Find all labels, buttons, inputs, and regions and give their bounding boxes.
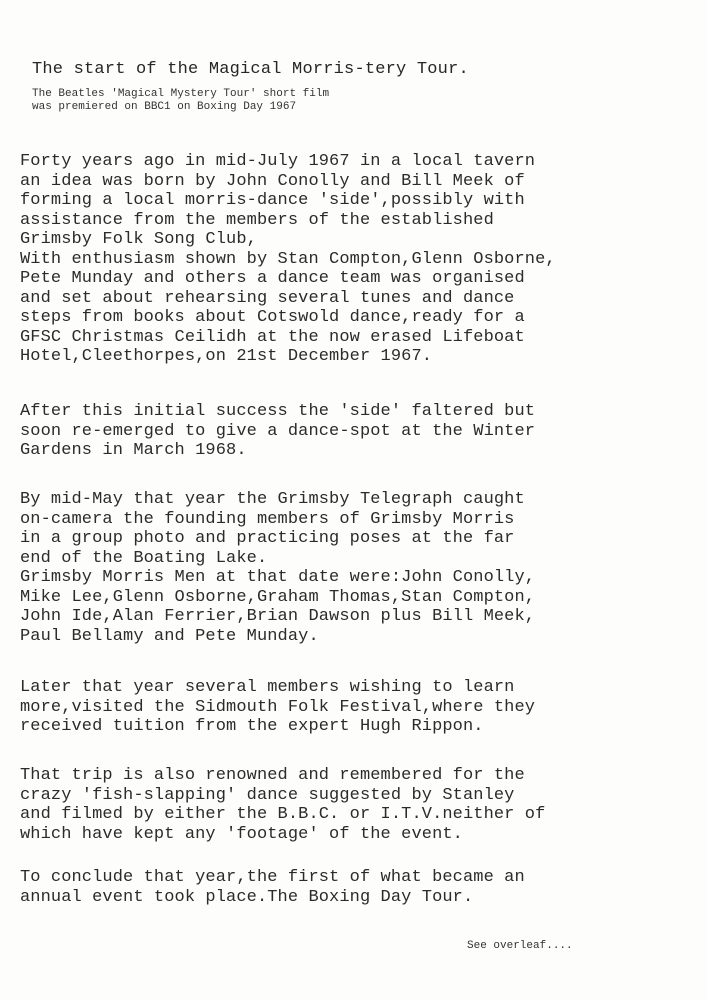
text-line: Hotel,Cleethorpes,on 21st December 1967. (20, 347, 433, 366)
text-line: By mid-May that year the Grimsby Telegraph caught (20, 490, 525, 509)
text-line: Pete Munday and others a dance team was organised (20, 269, 525, 288)
text-line: GFSC Christmas Ceilidh at the now erased Lifeboat (20, 327, 525, 347)
text-line: soon re-emerged to give a dance-spot at the Winter (20, 421, 536, 441)
text-line: end of the Boating Lake. (20, 548, 268, 568)
paragraph-boxing-day (20, 868, 525, 907)
paragraph-founding (20, 152, 556, 367)
text-line: received tuition from the expert Hugh Rippon. (20, 717, 484, 736)
text-line: Gardens in March 1968. (20, 441, 247, 460)
text-line: assistance from the members of the established (20, 210, 494, 230)
text-line: on-camera the founding members of Grimsby Morris (20, 509, 515, 529)
text-line: Paul Bellamy and Pete Munday. (20, 626, 319, 646)
text-line: annual event took place.The Boxing Day Tour. (20, 887, 474, 907)
text-line: Grimsby Folk Song Club, (20, 230, 257, 249)
text-line: To conclude that year,the first of what became an (20, 868, 525, 887)
text-line: Mike Lee,Glenn Osborne,Graham Thomas,Stan Compton, (20, 587, 536, 607)
paragraph-sidmouth (20, 678, 535, 737)
text-line: more,visited the Sidmouth Folk Festival,where they (20, 697, 536, 717)
text-line: Later that year several members wishing to learn (20, 678, 515, 697)
subtitle-line: The Beatles 'Magical Mystery Tour' short film (32, 88, 330, 100)
text-line: That trip is also renowned and remembered for the (20, 766, 525, 785)
text-line: steps from books about Cotswold dance,ready for a (20, 308, 525, 327)
text-line: crazy 'fish-slapping' dance suggested by Stanley (20, 785, 515, 805)
paragraph-fish-slapping (20, 766, 545, 844)
text-line: and set about rehearsing several tunes and dance (20, 288, 515, 308)
text-line: in a group photo and practicing poses at the far (20, 529, 515, 548)
text-line: Forty years ago in mid-July 1967 in a local tavern (20, 152, 536, 171)
paragraph-founding-members (20, 490, 535, 646)
text-line: John Ide,Alan Ferrier,Brian Dawson plus Bill Meek, (20, 607, 536, 626)
subtitle-line: was premiered on BBC1 on Boxing Day 1967 (32, 101, 297, 113)
text-line: With enthusiasm shown by Stan Compton,Glenn Osborne, (20, 249, 556, 269)
text-line: Grimsby Morris Men at that date were:John Conolly, (20, 568, 536, 587)
document-subtitle (32, 88, 329, 114)
document-title: The start of the Magical Morris-tery Tour. (32, 60, 469, 79)
text-line: which have kept any 'footage' of the event. (20, 824, 463, 844)
paragraph-initial-success (20, 402, 535, 461)
text-line: an idea was born by John Conolly and Bill Meek of (20, 171, 525, 191)
text-line: and filmed by either the B.B.C. or I.T.V.neither of (20, 805, 546, 824)
text-line: After this initial success the 'side' faltered but (20, 402, 536, 421)
see-overleaf-note: See overleaf.... (467, 940, 573, 952)
text-line: forming a local morris-dance 'side',possibly with (20, 191, 525, 210)
